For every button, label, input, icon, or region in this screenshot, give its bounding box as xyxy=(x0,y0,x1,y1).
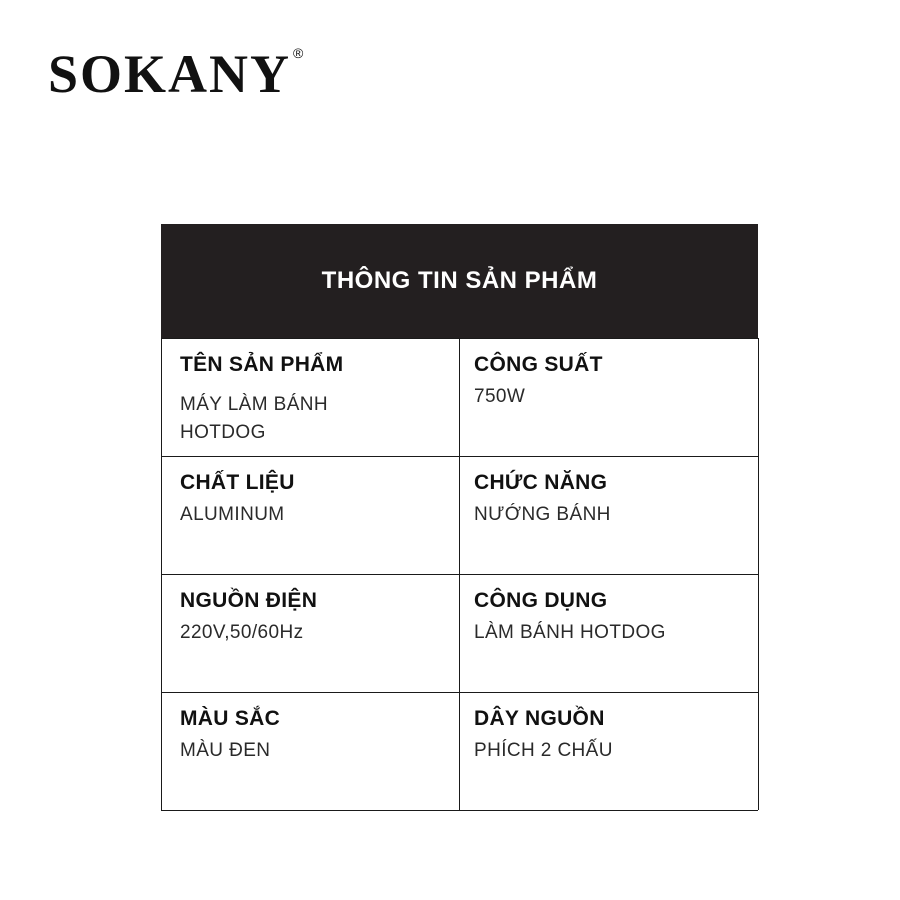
spec-value: 220V,50/60Hz xyxy=(180,622,304,643)
spec-grid xyxy=(161,338,758,811)
spec-cell-material xyxy=(162,456,460,574)
spec-cell-color xyxy=(162,692,460,810)
spec-value: 750W xyxy=(474,386,526,407)
spec-label: CHẤT LIỆU xyxy=(180,471,295,494)
spec-cell-power-cord xyxy=(460,692,759,810)
product-spec-table xyxy=(161,224,758,811)
spec-label: CHỨC NĂNG xyxy=(474,471,608,494)
spec-label: DÂY NGUỒN xyxy=(474,707,605,730)
spec-label: TÊN SẢN PHẨM xyxy=(180,353,344,376)
spec-value: PHÍCH 2 CHẤU xyxy=(474,740,613,761)
spec-table-title: THÔNG TIN SẢN PHẨM xyxy=(321,267,598,294)
spec-value: ALUMINUM xyxy=(180,504,285,525)
spec-table-header xyxy=(161,224,758,338)
spec-cell-product-name xyxy=(162,338,460,456)
registered-mark: ® xyxy=(293,45,304,61)
spec-value: MÁY LÀM BÁNH HOTDOG xyxy=(180,394,329,443)
spec-cell-usage xyxy=(460,574,759,692)
spec-value: MÀU ĐEN xyxy=(180,740,271,761)
spec-label: CÔNG SUẤT xyxy=(474,353,603,376)
spec-cell-power-source xyxy=(162,574,460,692)
brand-logo xyxy=(48,44,303,104)
spec-cell-power xyxy=(460,338,759,456)
spec-label: MÀU SẮC xyxy=(180,707,281,730)
spec-cell-function xyxy=(460,456,759,574)
spec-value: LÀM BÁNH HOTDOG xyxy=(474,622,666,643)
spec-value: NƯỚNG BÁNH xyxy=(474,504,611,525)
spec-label: NGUỒN ĐIỆN xyxy=(180,589,318,612)
spec-label: CÔNG DỤNG xyxy=(474,589,608,612)
brand-name: SOKANY xyxy=(48,44,292,104)
